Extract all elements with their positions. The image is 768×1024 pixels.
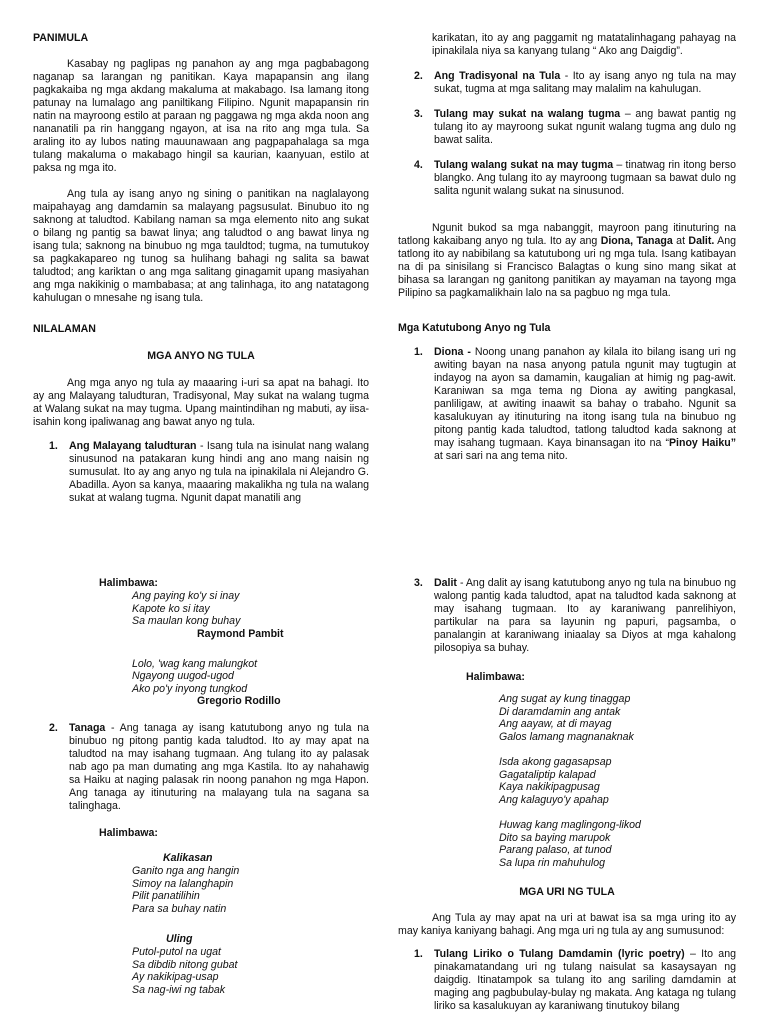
poem-b-line: Isda akong gagasapsap [499,756,612,768]
anyo-item-1 [49,440,369,505]
uri-item-1-text: – Ito ang pinakamatandang uri ng tulang naisulat sa kasaysayan ng daigdig. Itinatampok sa tulang ito ang sariling damdamin at maging ang pagbubulay-bulay ng makata. Ang kataga ng tulang liriko sa kasalukuyan ay karaniwang tinutukoy bilang [434,948,736,1012]
nilalaman-heading: NILALAMAN [33,323,96,335]
poem-3-line: Pilit panatilihin [132,890,200,902]
left-column-bottom [33,577,369,996]
poem-b-line: Kaya nakikipagpusag [499,781,600,793]
poem-c-line: Dito sa baying marupok [499,831,611,844]
anyo-item-4 [414,159,736,198]
poem-3-title: Kalikasan [163,852,213,864]
katutubo-intro-paragraph [398,222,736,300]
poem-c-line: Parang palaso, at tunod [499,844,612,856]
anyo-item-3-term: Tulang may sukat na walang tugma [434,108,621,120]
anyo-item-1-term: Ang Malayang taludturan [69,440,197,452]
uri-item-1 [414,948,736,1013]
anyo-item-4-term: Tulang walang sukat na may tugma [434,159,614,171]
tanaga-term: Tanaga [69,722,106,734]
tanaga-number: 2. [49,722,58,734]
halimbawa-label-3: Halimbawa: [466,671,525,683]
katutubo-intro-b: Diona, Tanaga [600,235,673,247]
poem-a-line: Ang aayaw, at di mayag [499,718,612,730]
poem-a-line: Ang sugat ay kung tinaggap [499,693,631,705]
poem-3-line: Para sa buhay natin [132,902,227,915]
anyo-item-3 [414,108,736,147]
anyo-item-3-text: – ang bawat pantig ng tulang ito ay mayroong sukat ngunit walang tugma ang dulo ng bawat salita. [434,108,736,146]
katutubo-intro-c: at [672,235,689,247]
anyo-item-1-text: - Isang tula na isinulat nang walang sinusunod na patakaran kung hindi ang ano mang naisin ng sumusulat. Ito ay ang anyo ng tula na ipinakilala ni Alejandro G. Abadilla. Ayon sa kanya, maaaring makalikha ng tula na walang sukat at walang tugma. Ngunit dapat manatili ang [69,440,369,504]
dalit-number: 3. [414,577,423,589]
poem-4-line: Ay nakikipag-usap [132,971,219,983]
anyo-item-tanaga [49,722,369,813]
diona-bold: Pinoy Haiku” [668,437,736,449]
anyo-item-2-number: 2. [414,70,423,82]
katutubo-item-diona [414,346,736,463]
panimula-paragraph-1: Kasabay ng paglipas ng panahon ay ang mga pagbabagong naganap sa larangan ng panitikan. Kaya mapapansin ang ilang pagkakaiba ng mga akdang makaluma at makabago. Isa lamang itong patunay na lumalago ang paniltikang Filipino. Ngunit mapapansin rin natin na mayroong estilo at paraan ng paggawa ng mga akda noon ang nananatili pa rin hanggang ngayon, at isa na rito ang mga tula. Sa araling ito ay lubos nating mauunawaan ang pagpapahalaga sa mga tulang makaluma o makabago hingil sa kaurian, kaanyuan, estilo at paksa ng mga ito. [33,58,369,174]
dalit-term: Dalit [434,577,457,589]
diona-tail: at sari sari na ang tema nito. [434,450,568,462]
diona-text: Noong unang panahon ay kilala ito bilang isang uri ng awiting bayan na nasa anyong patula ngunit may tugtugin at indayog na ayon sa damamin, kaugalian at himig ng pag-awit. Karaniwan sa mga tema ng Diona ay awiting pangkasal, panliligaw, at awiting inaawit sa bahay o trabaho. Ngunit sa kasalukuyan ay itinuturing na itong isang tula na binubuo ng pitong pantig kada taludtod, tatlong taludtod kada saknong at may isahang tugmaan. Kaya binansagan ito na “ [434,346,736,449]
poem-c-line: Huwag kang maglingong-likod [499,819,641,831]
anyo-item-2-text: - Ito ay isang anyo ng tula na may sukat, tugma at mga salitang may malalim na kahulugan. [434,70,736,95]
anyo-item-2 [414,70,736,96]
uri-intro: Ang Tula ay may apat na uri at bawat isa sa mga uring ito ay may kaniya kaniyang bahagi. Ang mga uri ng tula ay ang sumusunod: [398,912,736,937]
anyo-item-2-term: Ang Tradisyonal na Tula [434,70,561,82]
poem-c [499,819,736,869]
poem-4-line: Sa dibdib nitong gubat [132,958,238,971]
poem-1-line: Ang paying ko'y si inay [132,590,240,602]
poem-b-line: Ang kalaguyo'y apahap [499,793,609,806]
poem-3 [132,865,369,915]
anyo-item-4-number: 4. [414,159,423,171]
poem-a-line: Galos lamang magnanaknak [499,730,634,743]
katutubo-intro-a: Ngunit bukod sa mga nabanggit, mayroon pang itinuturing na tatlong kakaibang anyo ng tula. Ito ay ang [398,222,736,247]
diona-number: 1. [414,346,423,358]
anyo-item-4-text: – tinatwag rin itong berso blangko. Ang tulang ito ay mayroong tugmaan sa bawat dulo ng salita ngunit walang sukat na sinusunod. [434,159,736,197]
uri-item-1-term: Tulang Liriko o Tulang Damdamin (lyric poetry) [434,948,685,960]
poem-3-line: Simoy na lalanghapin [132,877,234,890]
uri-item-1-number: 1. [414,948,423,960]
right-column-top [398,32,736,463]
poem-4 [132,946,369,996]
poem-b [499,756,736,806]
halimbawa-label-1: Halimbawa: [99,577,158,589]
poem-a [499,693,736,743]
katutubo-heading: Mga Katutubong Anyo ng Tula [398,322,551,334]
panimula-heading: PANIMULA [33,32,89,44]
anyo-item-1-number: 1. [49,440,58,452]
left-column-top [33,32,369,505]
katutubo-intro-d: Dalit. [688,235,715,247]
uri-heading: MGA URI NG TULA [519,886,615,898]
poem-1-line: Kapote ko si itay [132,602,210,615]
katutubo-intro-e: Ang tatlong ito ay nabibilang sa katutubong uri ng mga tula. Isang katibayan na di pa sinisilang si Francisco Balagtas o kung sino mang sikat at bihasa sa larangan ng ganitong panitikan ay mayaman na tayong mga Pilipino sa pagkamalikhain lalo na sa pagbuo ng mga tula. [398,235,736,299]
poem-2-line: Ako po'y inyong tungkod [132,682,248,695]
poem-2 [132,658,369,696]
poem-2-line: Ngayong uugod-ugod [132,670,234,682]
diona-term: Diona - [434,346,471,358]
anyo-intro: Ang mga anyo ng tula ay maaaring i-uri sa apat na bahagi. Ito ay ang Malayang taludturan, Tradisyonal, May sukat na walang tugma at Walang sukat na may tugma. Upang maintindihan ng mabuti, ay iisa-isahin kong ipaliwanag ang bawat anyo ng tula. [33,377,369,428]
poem-4-line: Sa nag-iwi ng tabak [132,983,226,996]
poem-1-author: Raymond Pambit [197,627,284,640]
poem-2-line: Lolo, 'wag kang malungkot [132,657,258,670]
anyo-heading: MGA ANYO NG TULA [147,350,255,362]
poem-3-line: Ganito nga ang hangin [132,865,240,877]
anyo-item-3-number: 3. [414,108,423,120]
halimbawa-label-2: Halimbawa: [99,827,158,839]
tanaga-text: - Ang tanaga ay isang katutubong anyo ng tula na binubuo ng pitong pantig kada taludtod. Ito ay may apat na taludtod na may isahang tugmaan. Ang tulang ito ay palasak nab ago pa man dumating ang mga Kastila. Ito ay nahahawig sa Haiku at naging palasak rin noong panahon ng mga Hapon. Ang tanaga ay itinuturing na malayang tula na sagana sa talinghaga. [69,722,369,812]
poem-4-title: Uling [166,933,193,945]
continued-text: karikatan, ito ay ang paggamit ng matatalinhagang pahayag na ipinakilala niya sa kanyang tulang “ Ako ang Daigdig”. [432,32,736,57]
poem-b-line: Gagataliptip kalapad [499,768,596,781]
dalit-text: - Ang dalit ay isang katutubong anyo ng tula na binubuo ng walong pantig kada taludtod, apat na taludtod kada saknong at may isahang tugmaan. Ito ay karaniwang panrelihiyon, partikular na para sa layunin ng papuri, pagsamba, o panalangin at karaniwang iniaalay sa Diyos at mga kahalong pilosopiya sa buhay. [434,577,736,654]
katutubo-item-dalit [414,577,736,655]
poem-1-line: Sa maulan kong buhay [132,615,241,627]
poem-1 [132,590,369,628]
poem-a-line: Di daramdamin ang antak [499,705,621,718]
poem-c-line: Sa lupa rin mahuhulog [499,856,606,869]
panimula-paragraph-2: Ang tula ay isang anyo ng sining o panitikan na naglalayong maipahayag ang damdamin sa malayang pagsusulat. Binubuo ito ng saknong at taludtod. Kabilang naman sa mga elemento nito ang sukat o bilang ng pantig sa bawat linya; ang taludtod o ang bawat linya ng isang tula; saknong na binubuo ng mga tauldtod; tugma, na tumutukoy sa pagkakapareo ng tunog sa hulihang bahagi ng salita sa bawat taludtod; ang kariktan o ang mga salitang ginagamit upang masiyahan ang mga nakikinig o mambabasa; at ang talinhaga, ito ang natatagong kahulugan o mnesahe ng isang tula. [33,188,369,304]
right-column-bottom [398,577,736,1013]
poem-4-line: Putol-putol na ugat [132,946,221,958]
poem-2-author: Gregorio Rodillo [197,695,281,707]
